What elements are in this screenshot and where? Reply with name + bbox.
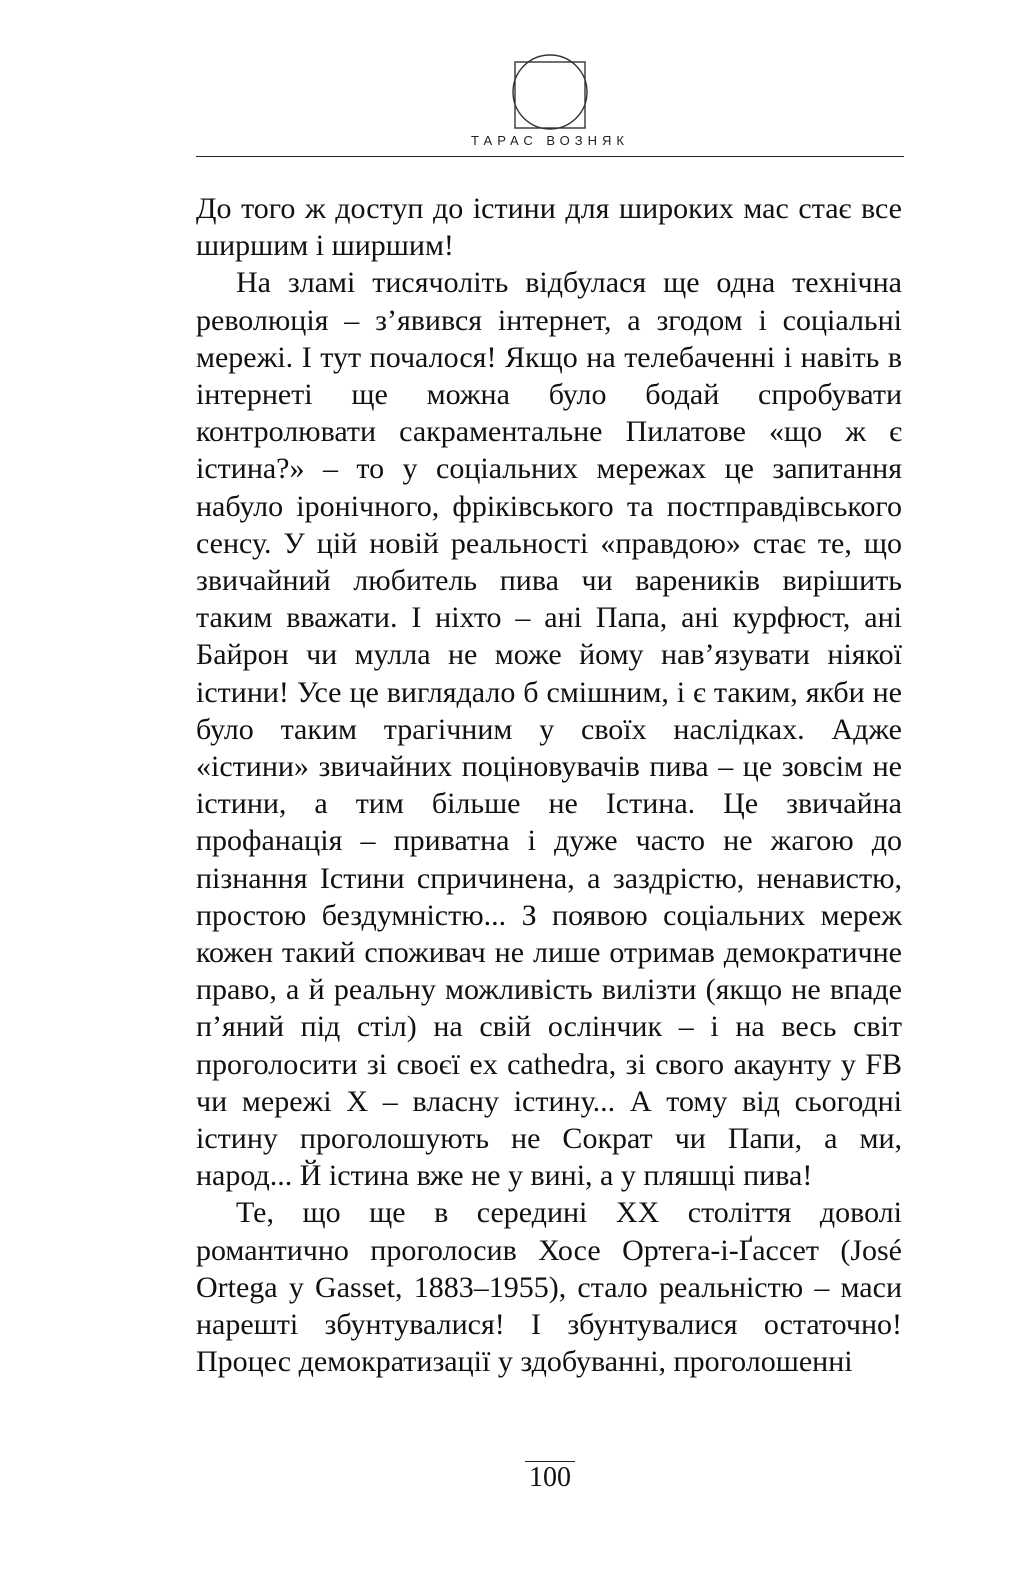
running-head: ТАРАС ВОЗНЯК [471,133,629,148]
circle-square-logo-icon [510,52,590,132]
page-number [500,1462,600,1494]
body-text [196,190,902,1381]
page-number-label: 100 [525,1461,575,1493]
paragraph-3: Те, що ще в середині XX століття доволі романтично проголосив Хосе Ортега-і-Ґассет (José Ortega y Gasset, 1883–1955), стало реальністю – маси нарешті збунтувалися! І збунтувалися остаточно! Процес демократизації у здобуванні, проголошенні [196,1196,902,1379]
paragraph-1: До того ж доступ до істини для широких мас стає все ширшим і ширшим! [196,192,902,263]
header-rule [196,156,904,157]
paragraph-2: На зламі тисячоліть відбулася ще одна технічна революція – з’явився інтернет, а згодом і соціальні мережі. І тут почалося! Якщо на телебаченні і навіть в інтернеті ще можна було бодай спробувати контролювати сакраментальне Пилатове «що ж є істина?» – то у соціальних мережах це запитання набуло іронічного, фріківського та постправдівського сенсу. У цій новій реальності «правдою» стає те, що звичайний любитель пива чи вареників вирішить таким вважати. І ніхто – ані Папа, ані курфюст, ані Байрон чи мулла не може йому нав’язувати ніякої істини! Усе це виглядало б смішним, і є таким, якби не було таким трагічним у своїх наслідках. Адже «істини» звичайних поціновувачів пива – це зовсім не істини, а тим більше не Істина. Це звичайна профанація – приватна і дуже часто не жагою до пізнання Істини спричинена, а заздрістю, ненавистю, простою бездумністю... З появою соціальних мереж кожен такий споживач не лише отримав демократичне право, а й реальну можливість вилізти (якщо не впаде п’яний під стіл) на свій ослінчик – і на весь світ проголосити зі своєї ex cathedra, зі свого акаунту у FB чи мережі X – власну істину... А тому від сьогодні істину проголошують не Сократ чи Папи, а ми, народ... Й істина вже не у вині, а у пляшці пива! [196,266,902,1193]
